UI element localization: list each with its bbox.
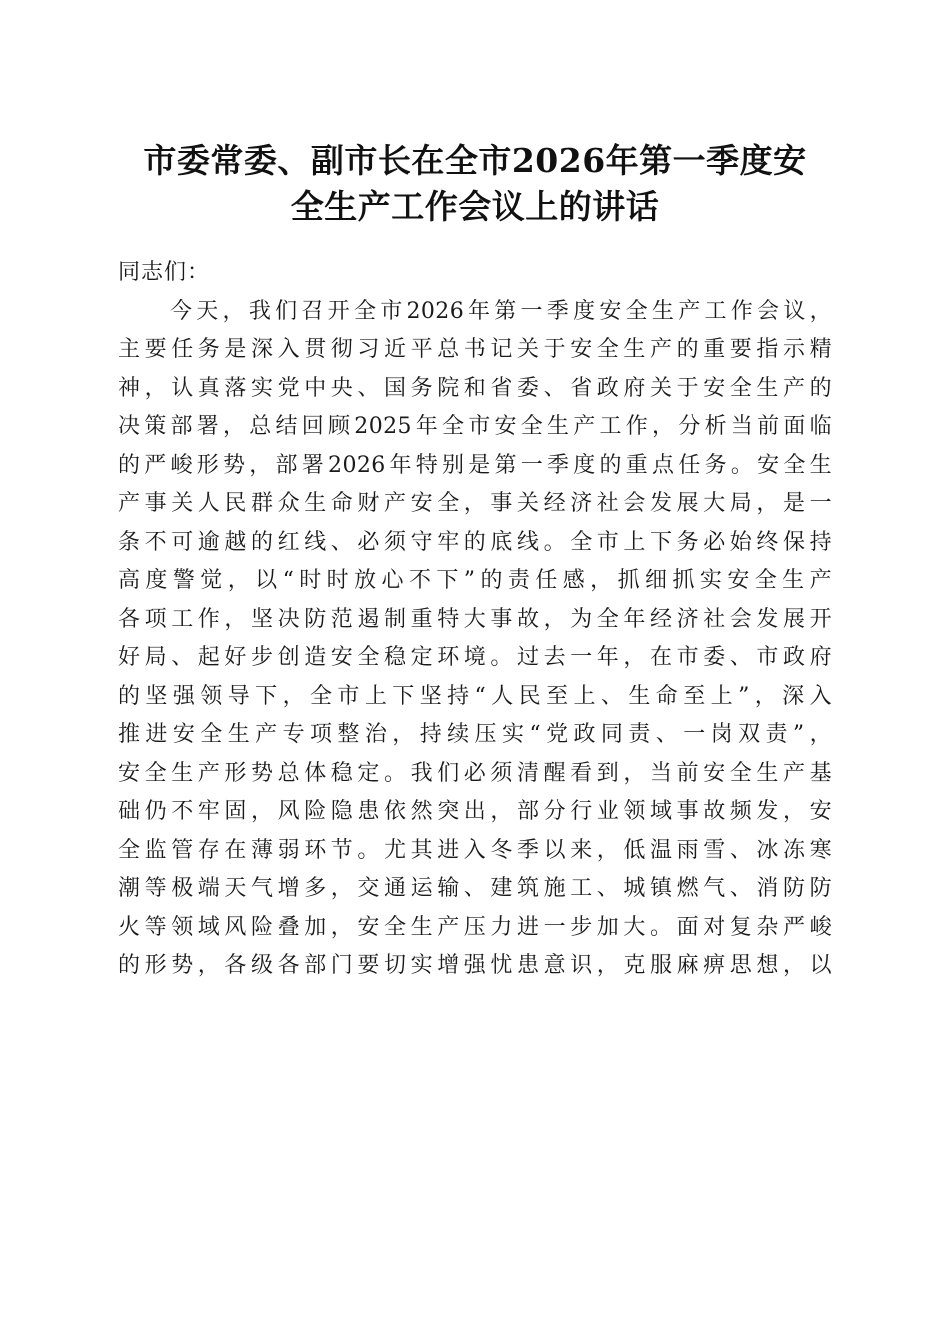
document-body: [118, 254, 832, 986]
paragraph-line: 神，认真落实党中央、国务院和省委、省政府关于安全生产的: [118, 375, 832, 401]
paragraph-line: 产事关人民群众生命财产安全，事关经济社会发展大局，是一: [118, 491, 832, 516]
title-line: 市委常委、副市长在全市2026年第一季度安: [143, 141, 807, 180]
document-title: [118, 138, 832, 230]
paragraph-line: 今天，我们召开全市2026年第一季度安全生产工作会议，: [170, 298, 832, 324]
title-line: 全生产工作会议上的讲话: [290, 187, 660, 226]
paragraph: [118, 293, 832, 986]
paragraph-line: 决策部署，总结回顾2025年全市安全生产工作，分析当前面临: [118, 414, 832, 439]
salutation: 同志们：: [118, 260, 211, 285]
paragraph-line: 的形势，各级各部门要切实增强忧患意识，克服麻痹思想，以: [118, 953, 832, 978]
paragraph-line: 好局、起好步创造安全稳定环境。过去一年，在市委、市政府: [118, 645, 832, 670]
paragraph-line: 主要任务是深入贯彻习近平总书记关于安全生产的重要指示精: [118, 337, 832, 362]
paragraph-line: 火等领域风险叠加，安全生产压力进一步加大。面对复杂严峻: [118, 914, 832, 940]
paragraph-line: 的严峻形势，部署2026年特别是第一季度的重点任务。安全生: [118, 452, 832, 478]
paragraph-line: 条不可逾越的红线、必须守牢的底线。全市上下务必始终保持: [118, 529, 832, 555]
paragraph-line: 推进安全生产专项整治，持续压实“党政同责、一岗双责”，: [118, 722, 832, 747]
paragraph-line: 各项工作，坚决防范遏制重特大事故，为全年经济社会发展开: [118, 606, 832, 632]
paragraph-line: 高度警觉，以“时时放心不下”的责任感，抓细抓实安全生产: [118, 568, 832, 593]
paragraph-line: 础仍不牢固，风险隐患依然突出，部分行业领域事故频发，安: [118, 799, 832, 824]
paragraph-line: 全监管存在薄弱环节。尤其进入冬季以来，低温雨雪、冰冻寒: [118, 837, 832, 863]
paragraph-line: 的坚强领导下，全市上下坚持“人民至上、生命至上”，深入: [118, 683, 832, 709]
paragraph-line: 安全生产形势总体稳定。我们必须清醒看到，当前安全生产基: [118, 760, 832, 786]
paragraph-line: 潮等极端天气增多，交通运输、建筑施工、城镇燃气、消防防: [118, 876, 832, 901]
